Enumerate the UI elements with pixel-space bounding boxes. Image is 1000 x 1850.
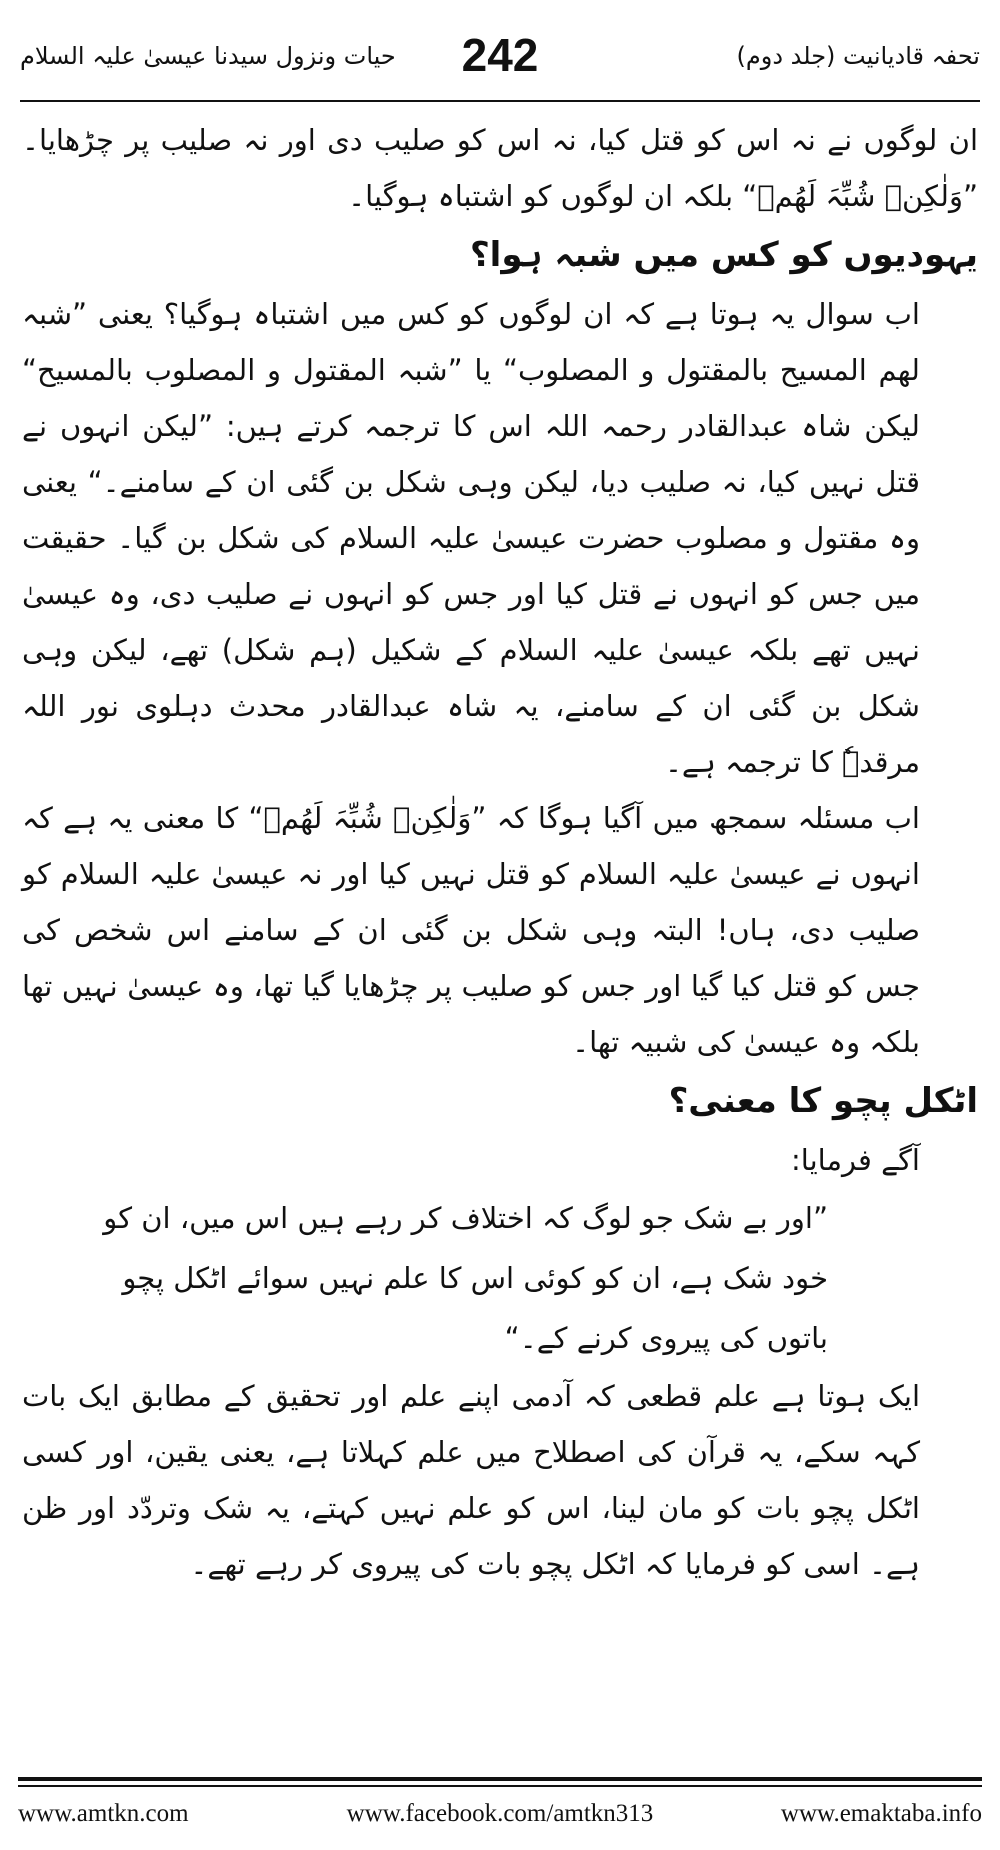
heading-2: اٹکل پچو کا معنی؟ [668, 1081, 978, 1121]
heading-1: یہودیوں کو کس میں شبہ ہوا؟ [469, 235, 978, 275]
book-title: تحفہ قادیانیت (جلد دوم) [736, 42, 980, 70]
paragraph-4: آگے فرمایا: [791, 1143, 920, 1177]
page-number: 242 [461, 29, 539, 81]
page-body [22, 112, 978, 1592]
footer-rule-thick [18, 1777, 982, 1781]
footer-link-facebook[interactable]: www.facebook.com/amtkn313 [346, 1800, 654, 1827]
paragraph-2: اب سوال یہ ہوتا ہے کہ ان لوگوں کو کس میں اشتباہ ہوگیا؟ یعنی ”شبہ لھم المسیح بالمقتول و المصلوب“ یا ”شبہ المقتول و المصلوب بالمسیح“ لیکن شاہ عبدالقادر رحمہ اللہ اس کا ترجمہ کرتے ہیں: ”لیکن انہوں نے قتل نہیں کیا، نہ صلیب دیا، لیکن وہی شکل بن گئی ان کے سامنے۔“ یعنی وہ مقتول و مصلوب حضرت عیسیٰ علیہ السلام کی شکل بن گیا۔ حقیقت میں جس کو انہوں نے قتل کیا اور جس کو انہوں نے صلیب دی، وہ عیسیٰ نہیں تھے بلکہ عیسیٰ علیہ السلام کے شکیل (ہم شکل) تھے، لیکن وہی شکل بن گئی ان کے سامنے، یہ شاہ عبدالقادر محدث دہلوی نور اللہ مرقدہٗ کا ترجمہ ہے۔ [22, 297, 920, 779]
chapter-title: حیات ونزول سیدنا عیسیٰ علیہ السلام [20, 42, 396, 70]
page-header [20, 28, 980, 98]
paragraph-5: ایک ہوتا ہے علم قطعی کہ آدمی اپنے علم اور تحقیق کے مطابق ایک بات کہہ سکے، یہ قرآن کی اصطلاح میں علم کہلاتا ہے، یعنی یقین، اور کسی اٹکل پچو بات کو مان لینا، اس کو علم نہیں کہتے، یہ شک وتردّد اور ظن ہے۔ اسی کو فرمایا کہ اٹکل پچو بات کی پیروی کر رہے تھے۔ [22, 1379, 920, 1581]
footer-link-amtkn[interactable]: www.amtkn.com [18, 1800, 189, 1827]
paragraph-1: ان لوگوں نے نہ اس کو قتل کیا، نہ اس کو صلیب دی اور نہ صلیب پر چڑھایا۔ ”وَلٰکِنۡ شُبِّہَ لَھُمۡ“ بلکہ ان لوگوں کو اشتباہ ہوگیا۔ [22, 123, 978, 213]
block-quote: ”اور بے شک جو لوگ کہ اختلاف کر رہے ہیں اس میں، ان کو خود شک ہے، ان کو کوئی اس کا علم نہیں سوائے اٹکل پچو باتوں کی پیروی کرنے کے۔“ [103, 1201, 828, 1355]
footer-link-emaktaba[interactable]: www.emaktaba.info [780, 1800, 982, 1827]
footer-rule-thin [18, 1785, 982, 1787]
header-rule [20, 100, 980, 102]
paragraph-3: اب مسئلہ سمجھ میں آگیا ہوگا کہ ”وَلٰکِنۡ شُبِّہَ لَھُمۡ“ کا معنی یہ ہے کہ انہوں نے عیسیٰ علیہ السلام کو قتل نہیں کیا اور نہ عیسیٰ علیہ السلام کو صلیب دی، ہاں! البتہ وہی شکل بن گئی ان کے سامنے اس شخص کی جس کو قتل کیا گیا اور جس کو صلیب پر چڑھایا گیا تھا، وہ عیسیٰ نہیں تھا بلکہ وہ عیسیٰ کی شبیہ تھا۔ [22, 801, 920, 1059]
